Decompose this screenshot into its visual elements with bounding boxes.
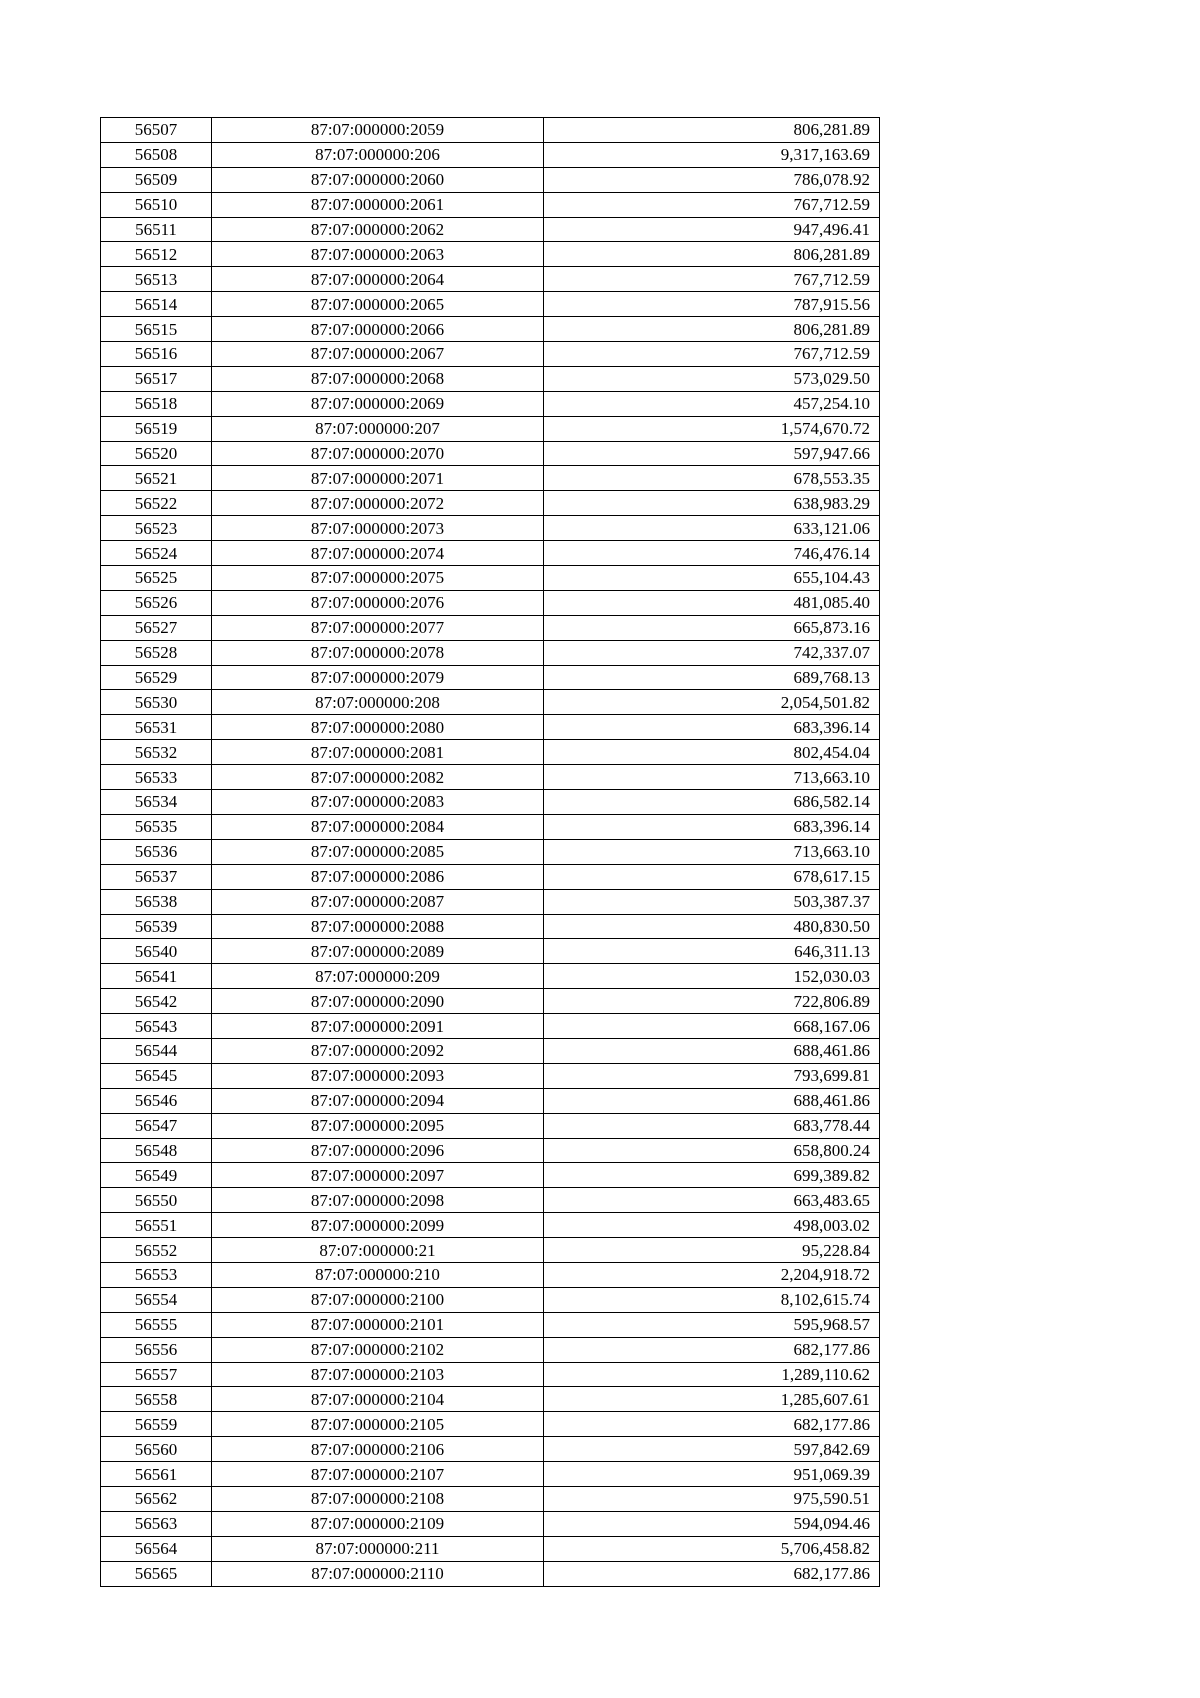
row-number-cell: 56552	[101, 1238, 212, 1263]
table-row	[101, 466, 880, 491]
row-number-cell: 56528	[101, 640, 212, 665]
row-number-cell: 56515	[101, 317, 212, 342]
table-row	[101, 740, 880, 765]
cadastral-number-cell: 87:07:000000:2076	[212, 590, 544, 615]
value-cell: 152,030.03	[544, 964, 880, 989]
cadastral-number-cell: 87:07:000000:2061	[212, 192, 544, 217]
table-row	[101, 1337, 880, 1362]
value-cell: 951,069.39	[544, 1462, 880, 1487]
value-cell: 573,029.50	[544, 366, 880, 391]
table-row	[101, 1287, 880, 1312]
cadastral-number-cell: 87:07:000000:2100	[212, 1287, 544, 1312]
row-number-cell: 56556	[101, 1337, 212, 1362]
cadastral-number-cell: 87:07:000000:2083	[212, 790, 544, 815]
table-row	[101, 1536, 880, 1561]
value-cell: 457,254.10	[544, 391, 880, 416]
row-number-cell: 56555	[101, 1312, 212, 1337]
table-row	[101, 541, 880, 566]
row-number-cell: 56526	[101, 590, 212, 615]
table-row	[101, 1063, 880, 1088]
cadastral-number-cell: 87:07:000000:2092	[212, 1038, 544, 1063]
table-row	[101, 715, 880, 740]
cadastral-number-cell: 87:07:000000:2099	[212, 1213, 544, 1238]
value-cell: 767,712.59	[544, 267, 880, 292]
table-row	[101, 864, 880, 889]
row-number-cell: 56531	[101, 715, 212, 740]
cadastral-number-cell: 87:07:000000:2062	[212, 217, 544, 242]
value-cell: 663,483.65	[544, 1188, 880, 1213]
value-cell: 806,281.89	[544, 317, 880, 342]
cadastral-number-cell: 87:07:000000:2065	[212, 292, 544, 317]
cadastral-number-cell: 87:07:000000:2096	[212, 1138, 544, 1163]
row-number-cell: 56548	[101, 1138, 212, 1163]
row-number-cell: 56532	[101, 740, 212, 765]
table-row	[101, 690, 880, 715]
value-cell: 2,054,501.82	[544, 690, 880, 715]
row-number-cell: 56519	[101, 416, 212, 441]
table-row	[101, 192, 880, 217]
row-number-cell: 56553	[101, 1262, 212, 1287]
row-number-cell: 56534	[101, 790, 212, 815]
value-cell: 683,778.44	[544, 1113, 880, 1138]
cadastral-number-cell: 87:07:000000:2103	[212, 1362, 544, 1387]
table-row	[101, 1486, 880, 1511]
table-row	[101, 1188, 880, 1213]
row-number-cell: 56514	[101, 292, 212, 317]
table-row	[101, 1088, 880, 1113]
table-row	[101, 1262, 880, 1287]
table-row	[101, 1238, 880, 1263]
table-row	[101, 441, 880, 466]
data-table	[100, 117, 880, 1587]
cadastral-number-cell: 87:07:000000:2077	[212, 615, 544, 640]
cadastral-number-cell: 87:07:000000:2090	[212, 989, 544, 1014]
table-row	[101, 1213, 880, 1238]
table-row	[101, 242, 880, 267]
value-cell: 786,078.92	[544, 167, 880, 192]
cadastral-number-cell: 87:07:000000:2095	[212, 1113, 544, 1138]
value-cell: 665,873.16	[544, 615, 880, 640]
table-body	[101, 118, 880, 1587]
row-number-cell: 56565	[101, 1561, 212, 1586]
value-cell: 638,983.29	[544, 491, 880, 516]
row-number-cell: 56535	[101, 814, 212, 839]
table-row	[101, 989, 880, 1014]
table-row	[101, 1362, 880, 1387]
row-number-cell: 56530	[101, 690, 212, 715]
table-row	[101, 1014, 880, 1039]
row-number-cell: 56525	[101, 566, 212, 591]
value-cell: 597,947.66	[544, 441, 880, 466]
table-row	[101, 118, 880, 143]
cadastral-number-cell: 87:07:000000:2091	[212, 1014, 544, 1039]
cadastral-number-cell: 87:07:000000:2075	[212, 566, 544, 591]
value-cell: 1,574,670.72	[544, 416, 880, 441]
cadastral-number-cell: 87:07:000000:21	[212, 1238, 544, 1263]
row-number-cell: 56545	[101, 1063, 212, 1088]
row-number-cell: 56510	[101, 192, 212, 217]
value-cell: 683,396.14	[544, 715, 880, 740]
row-number-cell: 56523	[101, 516, 212, 541]
value-cell: 1,285,607.61	[544, 1387, 880, 1412]
table-row	[101, 1387, 880, 1412]
cadastral-number-cell: 87:07:000000:2097	[212, 1163, 544, 1188]
row-number-cell: 56507	[101, 118, 212, 143]
table-row	[101, 217, 880, 242]
cadastral-number-cell: 87:07:000000:2060	[212, 167, 544, 192]
value-cell: 713,663.10	[544, 765, 880, 790]
row-number-cell: 56516	[101, 342, 212, 367]
value-cell: 806,281.89	[544, 118, 880, 143]
value-cell: 975,590.51	[544, 1486, 880, 1511]
row-number-cell: 56511	[101, 217, 212, 242]
table-row	[101, 939, 880, 964]
table-row	[101, 292, 880, 317]
table-row	[101, 342, 880, 367]
value-cell: 678,553.35	[544, 466, 880, 491]
cadastral-number-cell: 87:07:000000:2107	[212, 1462, 544, 1487]
table-row	[101, 516, 880, 541]
table-row	[101, 1561, 880, 1586]
row-number-cell: 56518	[101, 391, 212, 416]
value-cell: 722,806.89	[544, 989, 880, 1014]
cadastral-number-cell: 87:07:000000:2102	[212, 1337, 544, 1362]
cadastral-number-cell: 87:07:000000:2072	[212, 491, 544, 516]
value-cell: 658,800.24	[544, 1138, 880, 1163]
table-row	[101, 1462, 880, 1487]
cadastral-number-cell: 87:07:000000:2089	[212, 939, 544, 964]
row-number-cell: 56538	[101, 889, 212, 914]
row-number-cell: 56521	[101, 466, 212, 491]
value-cell: 802,454.04	[544, 740, 880, 765]
cadastral-number-cell: 87:07:000000:2069	[212, 391, 544, 416]
value-cell: 480,830.50	[544, 914, 880, 939]
cadastral-number-cell: 87:07:000000:2098	[212, 1188, 544, 1213]
value-cell: 806,281.89	[544, 242, 880, 267]
cadastral-number-cell: 87:07:000000:2093	[212, 1063, 544, 1088]
cadastral-number-cell: 87:07:000000:210	[212, 1262, 544, 1287]
row-number-cell: 56543	[101, 1014, 212, 1039]
value-cell: 683,396.14	[544, 814, 880, 839]
cadastral-number-cell: 87:07:000000:2086	[212, 864, 544, 889]
row-number-cell: 56513	[101, 267, 212, 292]
row-number-cell: 56541	[101, 964, 212, 989]
row-number-cell: 56512	[101, 242, 212, 267]
row-number-cell: 56520	[101, 441, 212, 466]
table-row	[101, 1511, 880, 1536]
row-number-cell: 56564	[101, 1536, 212, 1561]
table-row	[101, 416, 880, 441]
cadastral-number-cell: 87:07:000000:2078	[212, 640, 544, 665]
value-cell: 8,102,615.74	[544, 1287, 880, 1312]
cadastral-number-cell: 87:07:000000:2104	[212, 1387, 544, 1412]
cadastral-number-cell: 87:07:000000:2063	[212, 242, 544, 267]
value-cell: 767,712.59	[544, 192, 880, 217]
table-row	[101, 790, 880, 815]
cadastral-number-cell: 87:07:000000:2064	[212, 267, 544, 292]
row-number-cell: 56536	[101, 839, 212, 864]
cadastral-number-cell: 87:07:000000:2066	[212, 317, 544, 342]
row-number-cell: 56533	[101, 765, 212, 790]
value-cell: 594,094.46	[544, 1511, 880, 1536]
row-number-cell: 56524	[101, 541, 212, 566]
cadastral-number-cell: 87:07:000000:2106	[212, 1437, 544, 1462]
table-row	[101, 566, 880, 591]
cadastral-number-cell: 87:07:000000:2059	[212, 118, 544, 143]
value-cell: 767,712.59	[544, 342, 880, 367]
value-cell: 682,177.86	[544, 1337, 880, 1362]
table-row	[101, 1312, 880, 1337]
value-cell: 668,167.06	[544, 1014, 880, 1039]
value-cell: 503,387.37	[544, 889, 880, 914]
row-number-cell: 56549	[101, 1163, 212, 1188]
cadastral-number-cell: 87:07:000000:2101	[212, 1312, 544, 1337]
value-cell: 646,311.13	[544, 939, 880, 964]
table-row	[101, 814, 880, 839]
table-row	[101, 1412, 880, 1437]
table-row	[101, 590, 880, 615]
table-row	[101, 665, 880, 690]
cadastral-number-cell: 87:07:000000:206	[212, 142, 544, 167]
cadastral-number-cell: 87:07:000000:209	[212, 964, 544, 989]
value-cell: 699,389.82	[544, 1163, 880, 1188]
table-row	[101, 914, 880, 939]
row-number-cell: 56537	[101, 864, 212, 889]
row-number-cell: 56561	[101, 1462, 212, 1487]
table-row	[101, 1113, 880, 1138]
row-number-cell: 56557	[101, 1362, 212, 1387]
cadastral-number-cell: 87:07:000000:2071	[212, 466, 544, 491]
row-number-cell: 56546	[101, 1088, 212, 1113]
table-row	[101, 391, 880, 416]
row-number-cell: 56544	[101, 1038, 212, 1063]
value-cell: 688,461.86	[544, 1088, 880, 1113]
table-row	[101, 839, 880, 864]
table-row	[101, 964, 880, 989]
row-number-cell: 56551	[101, 1213, 212, 1238]
table-row	[101, 366, 880, 391]
table-row	[101, 640, 880, 665]
value-cell: 746,476.14	[544, 541, 880, 566]
value-cell: 688,461.86	[544, 1038, 880, 1063]
row-number-cell: 56509	[101, 167, 212, 192]
cadastral-number-cell: 87:07:000000:2080	[212, 715, 544, 740]
table-row	[101, 1163, 880, 1188]
table-row	[101, 1038, 880, 1063]
value-cell: 1,289,110.62	[544, 1362, 880, 1387]
table-row	[101, 889, 880, 914]
cadastral-number-cell: 87:07:000000:211	[212, 1536, 544, 1561]
row-number-cell: 56554	[101, 1287, 212, 1312]
value-cell: 2,204,918.72	[544, 1262, 880, 1287]
row-number-cell: 56542	[101, 989, 212, 1014]
row-number-cell: 56562	[101, 1486, 212, 1511]
cadastral-number-cell: 87:07:000000:2084	[212, 814, 544, 839]
row-number-cell: 56527	[101, 615, 212, 640]
value-cell: 793,699.81	[544, 1063, 880, 1088]
cadastral-number-cell: 87:07:000000:2094	[212, 1088, 544, 1113]
cadastral-number-cell: 87:07:000000:2105	[212, 1412, 544, 1437]
value-cell: 787,915.56	[544, 292, 880, 317]
value-cell: 481,085.40	[544, 590, 880, 615]
row-number-cell: 56508	[101, 142, 212, 167]
value-cell: 95,228.84	[544, 1238, 880, 1263]
row-number-cell: 56558	[101, 1387, 212, 1412]
value-cell: 713,663.10	[544, 839, 880, 864]
cadastral-number-cell: 87:07:000000:2088	[212, 914, 544, 939]
row-number-cell: 56522	[101, 491, 212, 516]
cadastral-number-cell: 87:07:000000:2082	[212, 765, 544, 790]
value-cell: 595,968.57	[544, 1312, 880, 1337]
row-number-cell: 56547	[101, 1113, 212, 1138]
value-cell: 597,842.69	[544, 1437, 880, 1462]
cadastral-number-cell: 87:07:000000:2085	[212, 839, 544, 864]
cadastral-number-cell: 87:07:000000:2081	[212, 740, 544, 765]
cadastral-number-cell: 87:07:000000:208	[212, 690, 544, 715]
value-cell: 633,121.06	[544, 516, 880, 541]
row-number-cell: 56529	[101, 665, 212, 690]
table-row	[101, 615, 880, 640]
value-cell: 498,003.02	[544, 1213, 880, 1238]
table-row	[101, 142, 880, 167]
row-number-cell: 56550	[101, 1188, 212, 1213]
row-number-cell: 56540	[101, 939, 212, 964]
value-cell: 682,177.86	[544, 1412, 880, 1437]
cadastral-number-cell: 87:07:000000:207	[212, 416, 544, 441]
cadastral-number-cell: 87:07:000000:2109	[212, 1511, 544, 1536]
row-number-cell: 56517	[101, 366, 212, 391]
table-row	[101, 491, 880, 516]
value-cell: 947,496.41	[544, 217, 880, 242]
row-number-cell: 56560	[101, 1437, 212, 1462]
row-number-cell: 56563	[101, 1511, 212, 1536]
row-number-cell: 56559	[101, 1412, 212, 1437]
value-cell: 655,104.43	[544, 566, 880, 591]
value-cell: 689,768.13	[544, 665, 880, 690]
value-cell: 686,582.14	[544, 790, 880, 815]
cadastral-number-cell: 87:07:000000:2108	[212, 1486, 544, 1511]
table-row	[101, 765, 880, 790]
table-row	[101, 167, 880, 192]
cadastral-number-cell: 87:07:000000:2074	[212, 541, 544, 566]
row-number-cell: 56539	[101, 914, 212, 939]
value-cell: 9,317,163.69	[544, 142, 880, 167]
value-cell: 5,706,458.82	[544, 1536, 880, 1561]
cadastral-number-cell: 87:07:000000:2070	[212, 441, 544, 466]
table-row	[101, 317, 880, 342]
cadastral-number-cell: 87:07:000000:2110	[212, 1561, 544, 1586]
cadastral-number-cell: 87:07:000000:2068	[212, 366, 544, 391]
cadastral-number-cell: 87:07:000000:2087	[212, 889, 544, 914]
value-cell: 742,337.07	[544, 640, 880, 665]
value-cell: 678,617.15	[544, 864, 880, 889]
cadastral-number-cell: 87:07:000000:2067	[212, 342, 544, 367]
table-row	[101, 1437, 880, 1462]
cadastral-number-cell: 87:07:000000:2079	[212, 665, 544, 690]
cadastral-number-cell: 87:07:000000:2073	[212, 516, 544, 541]
value-cell: 682,177.86	[544, 1561, 880, 1586]
table-row	[101, 267, 880, 292]
table-row	[101, 1138, 880, 1163]
